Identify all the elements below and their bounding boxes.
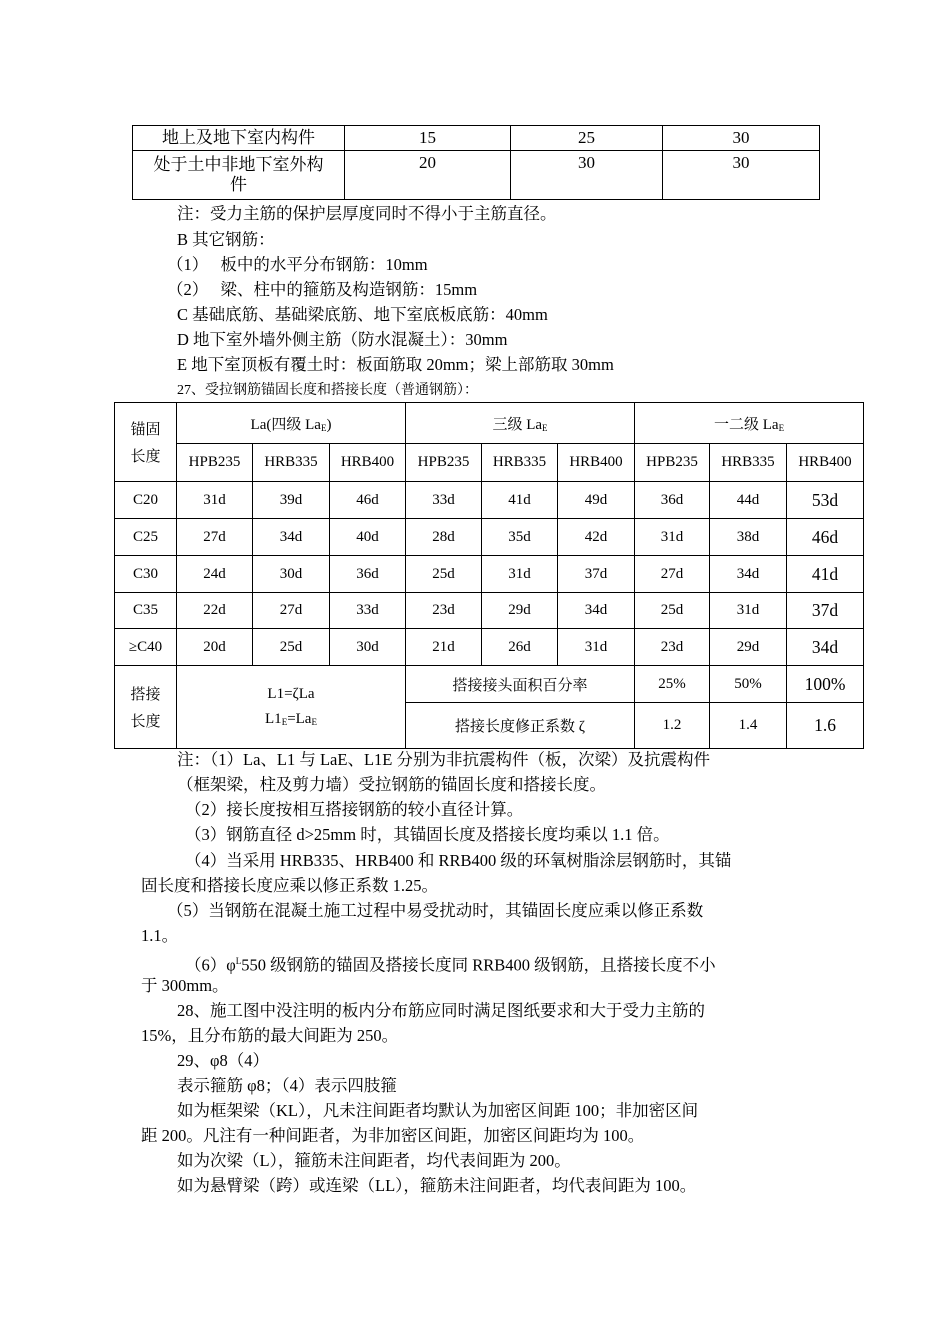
anchor-value: 34d [787, 629, 864, 666]
list-number: （2） [167, 280, 209, 299]
group-header-level3 [406, 403, 635, 444]
lap-percentage-value: 50% [710, 666, 787, 703]
group-header-level12 [635, 403, 864, 444]
section-27-title: 27、受拉钢筋锚固长度和搭接长度（普通钢筋）： [177, 383, 478, 398]
subscript: E [320, 422, 327, 433]
list-item [167, 278, 477, 302]
section-29-line: 距 200。凡注有一种间距者，为非加密区间距，加密区间距均为 100。 [141, 1126, 645, 1145]
formula-text: =La [287, 711, 312, 727]
table-row [115, 629, 864, 666]
anchor-value: 37d [558, 556, 635, 593]
formula-text: L1 [265, 711, 282, 727]
list-text: 板中的水平分布钢筋：10mm [220, 255, 428, 274]
component-name-line: 处于土中非地下室外构 [153, 155, 324, 174]
note-2: （2）接长度按相互搭接钢筋的较小直径计算。 [185, 800, 524, 819]
list-item [167, 253, 428, 277]
anchor-value: 25d [406, 556, 482, 593]
subscript: E [778, 422, 785, 433]
anchor-value: 53d [787, 482, 864, 519]
steel-type-header: HPB235 [177, 444, 253, 482]
anchor-value: 39d [253, 482, 330, 519]
anchor-value: 31d [482, 556, 558, 593]
table-row [115, 403, 864, 444]
anchor-value: 46d [330, 482, 406, 519]
section-b-heading: B 其它钢筋： [177, 230, 275, 249]
group-header-text: 三级 La [492, 416, 543, 433]
note-text: （6）φ [185, 955, 236, 975]
anchor-value: 31d [177, 482, 253, 519]
note-5-line1: （5）当钢筋在混凝土施工过程中易受扰动时，其锚固长度应乘以修正系数 [167, 901, 704, 920]
lap-formula-cell [177, 666, 406, 749]
group-header-level4 [177, 403, 406, 444]
concrete-grade: ≥C40 [115, 629, 177, 666]
steel-type-header: HPB235 [635, 444, 710, 482]
lap-percentage-value: 100% [787, 666, 864, 703]
section-28-line1: 28、施工图中没注明的板内分布筋应同时满足图纸要求和大于受力主筋的 [177, 1001, 705, 1020]
anchor-length-header [115, 403, 177, 482]
steel-type-header: HRB335 [253, 444, 330, 482]
table-row [115, 556, 864, 593]
section-29-line: 如为框架梁（KL），凡未注间距者均默认为加密区间距 100；非加密区间 [177, 1101, 699, 1120]
section-28-line2: 15%，且分布筋的最大间距为 250。 [141, 1026, 399, 1045]
subscript: E [281, 717, 288, 727]
lap-coefficient-value: 1.2 [635, 703, 710, 749]
anchor-value: 46d [787, 519, 864, 556]
steel-type-header: HRB400 [787, 444, 864, 482]
anchor-value: 25d [253, 629, 330, 666]
cover-value: 30 [663, 126, 820, 151]
steel-type-header: HRB400 [330, 444, 406, 482]
header-line: 搭接 [130, 687, 161, 703]
group-header-text: 一二级 La [713, 416, 779, 433]
lap-length-header [115, 666, 177, 749]
anchor-value: 33d [406, 482, 482, 519]
anchor-value: 40d [330, 519, 406, 556]
note-4-line1: （4）当采用 HRB335、HRB400 和 RRB400 级的环氧树脂涂层钢筋时，其锚 [185, 851, 732, 870]
concrete-grade: C30 [115, 556, 177, 593]
note-1-line2: （框架梁，柱及剪力墙）受拉钢筋的锚固长度和搭接长度。 [177, 775, 606, 794]
anchor-value: 33d [330, 593, 406, 629]
anchor-value: 23d [635, 629, 710, 666]
anchor-value: 34d [558, 593, 635, 629]
anchor-value: 41d [787, 556, 864, 593]
anchor-value: 21d [406, 629, 482, 666]
anchor-value: 34d [710, 556, 787, 593]
section-29-line: 如为次梁（L），箍筋未注间距者，均代表间距为 200。 [177, 1151, 571, 1170]
anchor-value: 49d [558, 482, 635, 519]
table-row [115, 444, 864, 482]
section-29-line: 表示箍筋 φ8；（4）表示四肢箍 [177, 1076, 397, 1095]
anchor-value: 30d [253, 556, 330, 593]
anchor-value: 31d [635, 519, 710, 556]
concrete-grade: C35 [115, 593, 177, 629]
section-29-title: 29、φ8（4） [177, 1051, 270, 1070]
concrete-grade: C20 [115, 482, 177, 519]
anchor-value: 22d [177, 593, 253, 629]
steel-type-header: HPB235 [406, 444, 482, 482]
anchor-value: 29d [482, 593, 558, 629]
concrete-grade: C25 [115, 519, 177, 556]
subscript: E [542, 422, 548, 433]
lap-percentage-label: 搭接接头面积百分率 [406, 666, 635, 703]
anchor-value: 31d [710, 593, 787, 629]
anchorage-length-table [114, 402, 864, 749]
header-line: 长度 [130, 449, 161, 465]
anchor-value: 27d [253, 593, 330, 629]
anchor-value: 23d [406, 593, 482, 629]
anchor-value: 26d [482, 629, 558, 666]
cover-value: 30 [511, 151, 663, 200]
table-row [115, 482, 864, 519]
note-4-line2: 固长度和搭接长度应乘以修正系数 1.25。 [141, 876, 438, 895]
cover-value: 25 [511, 126, 663, 151]
list-text: 梁、柱中的箍筋及构造钢筋：15mm [220, 280, 478, 299]
anchor-value: 27d [635, 556, 710, 593]
note-6-line2: 于 300mm。 [141, 976, 229, 995]
anchor-value: 20d [177, 629, 253, 666]
cover-value: 15 [345, 126, 511, 151]
anchor-value: 42d [558, 519, 635, 556]
lap-coefficient-label: 搭接长度修正系数 ζ [406, 703, 635, 749]
anchor-value: 24d [177, 556, 253, 593]
anchor-value: 35d [482, 519, 558, 556]
section-29-line: 如为悬臂梁（跨）或连梁（LL），箍筋未注间距者，均代表间距为 100。 [177, 1176, 697, 1195]
steel-type-header: HRB335 [710, 444, 787, 482]
note-1-line1: 注：（1）La、L1 与 LaE、L1E 分别为非抗震构件（板，次梁）及抗震构件 [177, 750, 710, 769]
cover-value: 30 [663, 151, 820, 200]
component-name [133, 151, 345, 200]
anchor-value: 41d [482, 482, 558, 519]
note-text: 550 级钢筋的锚固及搭接长度同 RRB400 级钢筋，且搭接长度不小 [241, 955, 716, 975]
table-row [133, 151, 820, 200]
anchor-value: 31d [558, 629, 635, 666]
anchor-value: 37d [787, 593, 864, 629]
note-3: （3）钢筋直径 d>25mm 时，其锚固长度及搭接长度均乘以 1.1 倍。 [185, 825, 670, 844]
lap-coefficient-value: 1.6 [787, 703, 864, 749]
list-number: （1） [167, 255, 209, 274]
subscript: E [311, 717, 317, 727]
header-line: 锚固 [130, 422, 161, 438]
note-6-line1 [185, 949, 716, 978]
table-row [115, 666, 864, 703]
cover-note: 注：受力主筋的保护层厚度同时不得小于主筋直径。 [177, 204, 557, 223]
formula-line: L1=ζLa [267, 686, 315, 702]
steel-type-header: HRB400 [558, 444, 635, 482]
anchor-value: 36d [330, 556, 406, 593]
table-row [115, 593, 864, 629]
anchor-value: 44d [710, 482, 787, 519]
section-e: E 地下室顶板有覆土时：板面筋取 20mm；梁上部筋取 30mm [177, 355, 614, 374]
component-name: 地上及地下室内构件 [133, 126, 345, 151]
formula-line [177, 711, 405, 728]
group-header-text: ) [326, 416, 332, 433]
table-row [133, 126, 820, 151]
anchor-value: 25d [635, 593, 710, 629]
anchor-value: 36d [635, 482, 710, 519]
anchor-value: 27d [177, 519, 253, 556]
component-name-line: 件 [230, 175, 247, 194]
cover-thickness-table [132, 125, 820, 200]
anchor-value: 38d [710, 519, 787, 556]
lap-coefficient-value: 1.4 [710, 703, 787, 749]
anchor-value: 30d [330, 629, 406, 666]
note-5-line2: 1.1。 [141, 926, 179, 945]
anchor-value: 29d [710, 629, 787, 666]
header-line: 长度 [130, 714, 161, 730]
anchor-value: 28d [406, 519, 482, 556]
section-d: D 地下室外墙外侧主筋（防水混凝土）：30mm [177, 330, 508, 349]
anchor-value: 34d [253, 519, 330, 556]
superscript: L [235, 956, 242, 966]
steel-type-header: HRB335 [482, 444, 558, 482]
table-row [115, 519, 864, 556]
cover-value: 20 [345, 151, 511, 200]
section-c: C 基础底筋、基础梁底筋、地下室底板底筋：40mm [177, 305, 548, 324]
group-header-text: La(四级 La [250, 416, 321, 433]
lap-percentage-value: 25% [635, 666, 710, 703]
